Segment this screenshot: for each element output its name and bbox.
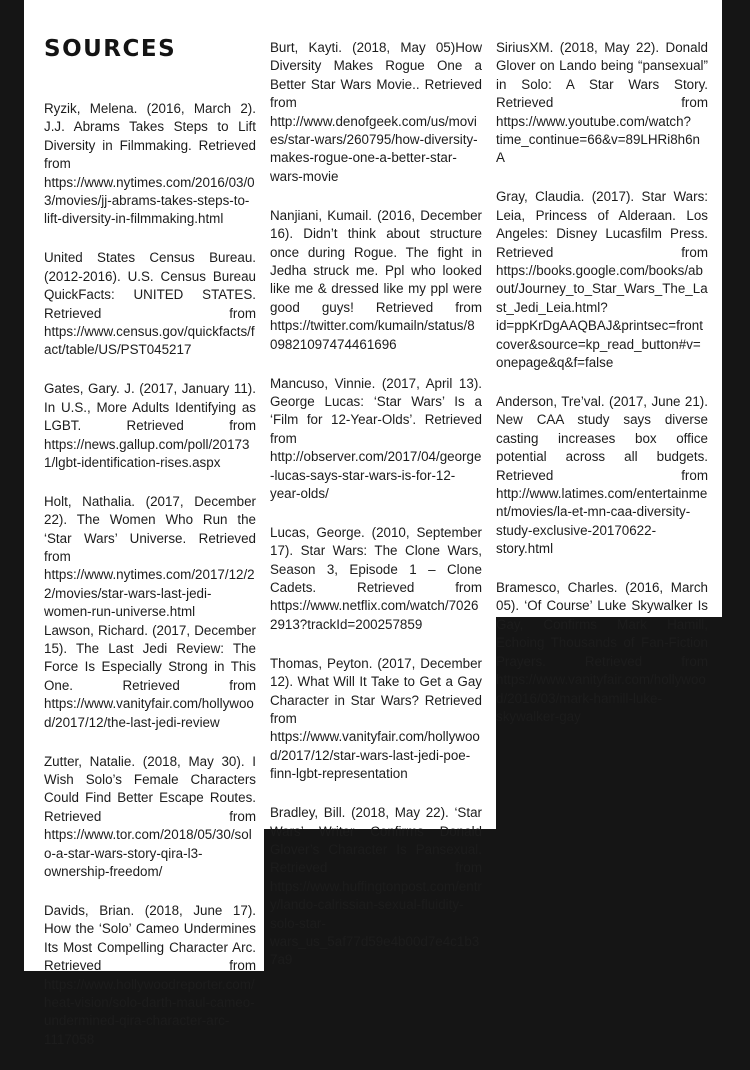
reference-entry: Thomas, Peyton. (2017, December 12). What Will It Take to Get a Gay Character in Star Wars? Retrieved from https://www.vanityfair.com/hollywood/2017/12/star-wars-last-jedi-poe-finn-lgbt-representation [270, 655, 482, 782]
reference-entry: Mancuso, Vinnie. (2017, April 13). George Lucas: ‘Star Wars’ Is a ‘Film for 12-Year-Olds’. Retrieved from http://observer.com/2017/04/george-lucas-says-star-wars-is-for-12-year-olds/ [270, 375, 482, 501]
reference-entry: Bradley, Bill. (2018, May 22). ‘Star Wars’ Writer Confirms Donald Glover’s Character Is Pansexual. Retrieved from https://www.huffingtonpost.com/entry/lando-calrissian-sexual-fluidity-solo-star-wars_us_5af77d59e4b00d7e4c1b37a9 [270, 805, 482, 968]
reference-entry: Anderson, Tre’val. (2017, June 21). New CAA study says diverse casting increases box office potential across all budgets. Retrieved from http://www.latimes.com/entertainment/movies/la-et-mn-caa-diversity-study-exclusive-20170622-story.html [496, 393, 708, 557]
reference-entry: Bramesco, Charles. (2016, March 05). ‘Of Course’ Luke Skywalker Is Gay, Confirms Mark Hamill, Echoing Thousands of Fan-Fiction Prayers. Retrieved from https://www.vanityfair.com/hollywood/2016/03/mark-hamill-luke-skywalker-gay [496, 580, 708, 724]
sources-column-3 [496, 39, 708, 747]
page-title: SOURCES [44, 36, 177, 62]
reference-entry: SiriusXM. (2018, May 22). Donald Glover on Lando being “pansexual” in Solo: A Star Wars Story. Retrieved from https://www.youtube.com/watch?time_continue=66&v=89LHRi8h6nA [496, 40, 708, 166]
reference-entry: Zutter, Natalie. (2018, May 30). I Wish Solo’s Female Characters Could Find Better Escape Routes. Retrieved from https://www.tor.com/2018/05/30/solo-a-star-wars-story-qira-l3-ownership-freedom/ [44, 753, 256, 880]
reference-entry: Lawson, Richard. (2017, December 15). The Last Jedi Review: The Force Is Especially Strong in This One. Retrieved from https://www.vanityfair.com/hollywood/2017/12/the-last-jedi-review [44, 622, 256, 730]
reference-entry: Lucas, George. (2010, September 17). Star Wars: The Clone Wars, Season 3, Episode 1 – Clone Cadets. Retrieved from https://www.netflix.com/watch/70262913?trackId=200257859 [270, 524, 482, 632]
sources-column-2 [270, 39, 482, 990]
reference-entry: United States Census Bureau. (2012-2016). U.S. Census Bureau QuickFacts: UNITED STATES. Retrieved from https://www.census.gov/quickfacts/fact/table/US/PST045217 [44, 250, 256, 358]
reference-entry: Davids, Brian. (2018, June 17). How the ‘Solo’ Cameo Undermines Its Most Compelling Character Arc. Retrieved from https://www.hollywoodreporter.com/heat-vision/solo-darth-maul-cameo-undermined-qira-character-arc-1117058 [44, 902, 256, 1047]
reference-entry: Nanjiani, Kumail. (2016, December 16). Didn’t think about structure once during Rogue. The fight in Jedha struck me. Ppl who looked like me & dressed like my ppl were good guys! Retrieved from https://twitter.com/kumailn/status/809821097474461696 [270, 207, 482, 352]
reference-entry: Gates, Gary. J. (2017, January 11). In U.S., More Adults Identifying as LGBT. Retrieved from https://news.gallup.com/poll/201731/lgbt-identification-rises.aspx [44, 381, 256, 470]
reference-entry: Ryzik, Melena. (2016, March 2). J.J. Abrams Takes Steps to Lift Diversity in Filmmaking. Retrieved from https://www.nytimes.com/2016/03/03/movies/jj-abrams-takes-steps-to-lift-diversity-in-filmmaking.html [44, 101, 256, 227]
reference-entry: Burt, Kayti. (2018, May 05)How Diversity Makes Rogue One a Better Star Wars Movie.. Retrieved from http://www.denofgeek.com/us/movies/star-wars/260795/how-diversity-makes-rogue-one-a-better-star-wars-movie [270, 40, 482, 184]
reference-entry: Gray, Claudia. (2017). Star Wars: Leia, Princess of Alderaan. Los Angeles: Disney Lucasfilm Press. Retrieved from https://books.google.com/books/about/Journey_to_Star_Wars_The_Last_Jedi_Leia.html?id=ppKrDgAAQBAJ&printsec=frontcover&source=kp_read_button#v=onepage&q&f=false [496, 189, 708, 370]
reference-entry: Holt, Nathalia. (2017, December 22). The Women Who Run the ‘Star Wars’ Universe. Retrieved from https://www.nytimes.com/2017/12/22/movies/star-wars-last-jedi-women-run-universe.html [44, 493, 256, 620]
sources-column-1 [44, 100, 256, 1070]
